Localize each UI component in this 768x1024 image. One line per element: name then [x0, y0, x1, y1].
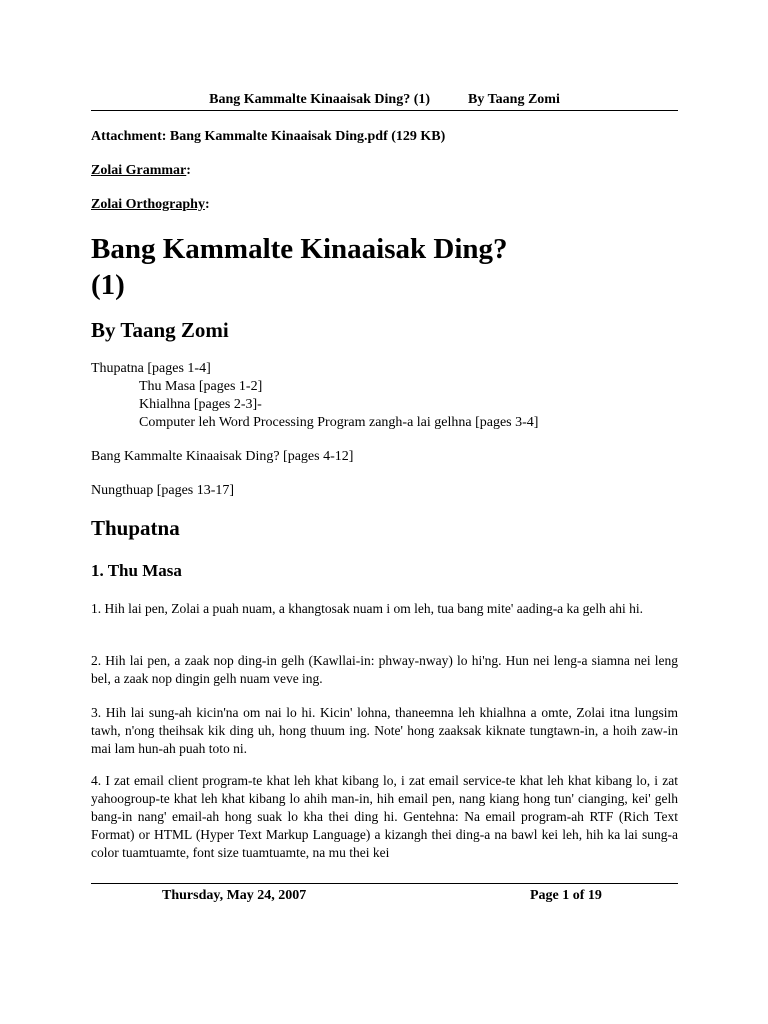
footer-divider — [91, 883, 678, 884]
zolai-grammar-colon: : — [186, 163, 191, 178]
zolai-grammar-line — [91, 162, 191, 180]
document-title-line1: Bang Kammalte Kinaaisak Ding? — [91, 233, 508, 265]
zolai-orthography-line — [91, 196, 210, 214]
subsection-heading: 1. Thu Masa — [91, 561, 182, 580]
header-divider — [91, 110, 678, 111]
running-header-title: Bang Kammalte Kinaaisak Ding? (1) — [209, 92, 431, 107]
footer-date: Thursday, May 24, 2007 — [162, 888, 307, 903]
toc-item: Thupatna [pages 1-4] — [91, 361, 211, 376]
zolai-orthography-colon: : — [204, 197, 210, 212]
toc-item: Khialhna [pages 2-3]- — [139, 397, 262, 412]
toc-item: Thu Masa [pages 1-2] — [139, 379, 263, 394]
zolai-orthography-link[interactable]: Zolai Orthography — [91, 197, 205, 212]
document-byline: By Taang Zomi — [91, 318, 229, 342]
running-header-author: By Taang Zomi — [468, 92, 560, 107]
body-paragraph: 3. Hih lai sung-ah kicin'na om nai lo hi. Kicin' lohna, thaneemna leh khialhna a omte, Zolai itna lungsim tawh, n'ong theihsak kik ding uh, hong thuum ing. Note' hong zaaksak kiknate tungtawn-in, a hoih zaw-in mai lam hun-ah puah toto ni. — [91, 705, 678, 756]
document-title — [91, 231, 678, 303]
toc-item: Bang Kammalte Kinaaisak Ding? [pages 4-12] — [91, 449, 354, 464]
section-heading: Thupatna — [91, 516, 180, 540]
footer-page-number: Page 1 of 19 — [530, 888, 602, 903]
running-header — [91, 92, 678, 108]
document-title-line2: (1) — [91, 269, 125, 301]
body-paragraph: 1. Hih lai pen, Zolai a puah nuam, a khangtosak nuam i om leh, tua bang mite' aading-a ka gelh ahi hi. — [91, 601, 644, 616]
toc-item: Computer leh Word Processing Program zangh-a lai gelhna [pages 3-4] — [139, 415, 539, 430]
zolai-grammar-link[interactable]: Zolai Grammar — [91, 163, 187, 178]
table-of-contents — [91, 360, 538, 432]
attachment-link[interactable]: Attachment: Bang Kammalte Kinaaisak Ding.pdf (129 KB) — [91, 129, 446, 144]
toc-item: Nungthuap [pages 13-17] — [91, 483, 235, 498]
body-paragraph: 2. Hih lai pen, a zaak nop ding-in gelh (Kawllai-in: phway-nway) lo hi'ng. Hun nei leng-a siamna nei leng bel, a zaak nop dingin gelh nuam veve ing. — [91, 653, 678, 686]
body-paragraph: 4. I zat email client program-te khat leh khat kibang lo, i zat email service-te khat leh khat kibang lo, i zat yahoogroup-te khat leh khat kibang lo ahih man-in, hih email pen, nang kiang hong tun' cianging, kei' gelh bang-in nang' email-ah hong suak lo kha thei ding hi. Gentehna: Na email program-ah RTF (Rich Text Format) or HTML (Hyper Text Markup Language) a kizangh thei ding-a na bawl kei leh, hih ka lai sung-a color tuamtuamte, font size tuamtuamte, na mu thei kei — [91, 773, 678, 860]
